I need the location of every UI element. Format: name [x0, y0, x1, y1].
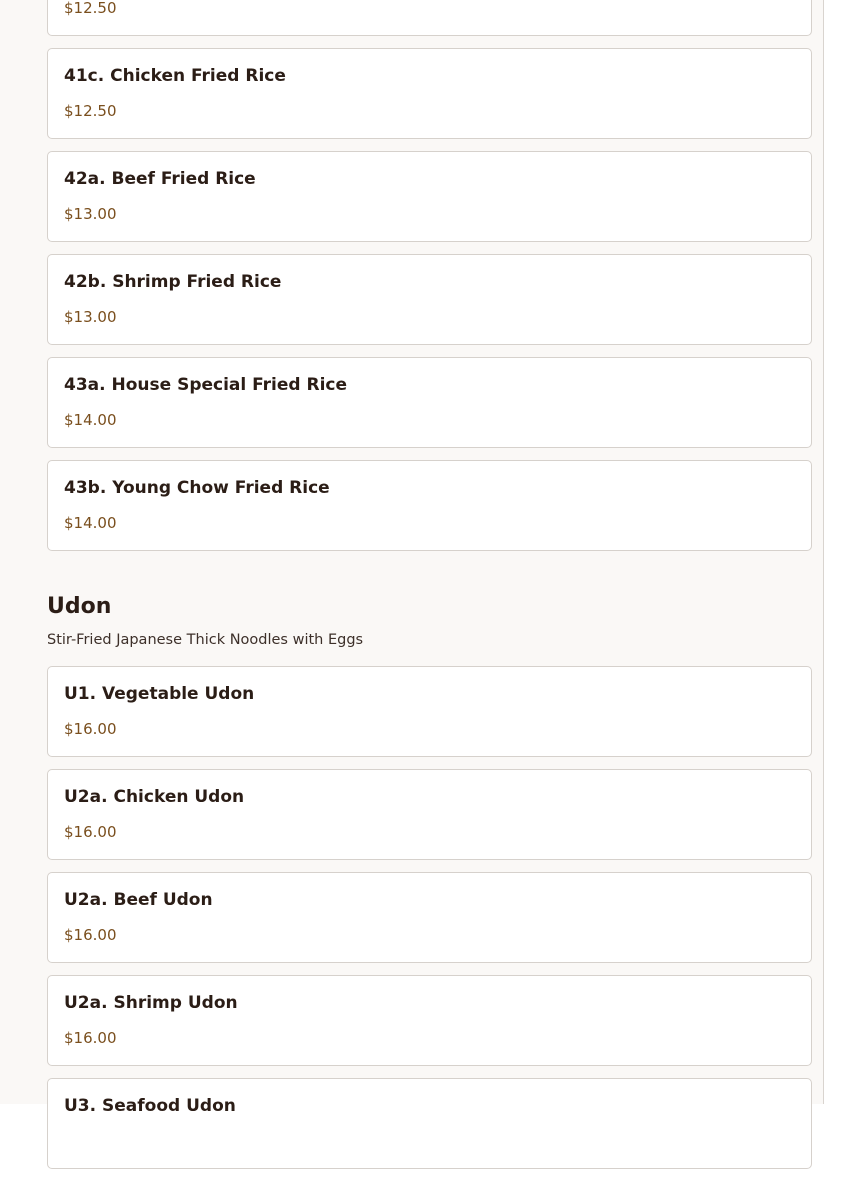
- menu-item-name: U2a. Shrimp Udon: [64, 993, 238, 1013]
- menu-item-name: 43a. House Special Fried Rice: [64, 375, 348, 395]
- menu-content: [47, 0, 812, 1181]
- menu-item-price: $16.00: [64, 823, 117, 841]
- section-description: Stir-Fried Japanese Thick Noodles with Eggs: [47, 632, 364, 648]
- menu-item-name: 42a. Beef Fried Rice: [64, 169, 256, 189]
- menu-item-price: $16.00: [64, 926, 117, 944]
- menu-item-name: U2a. Chicken Udon: [64, 787, 245, 807]
- menu-item-card[interactable]: [47, 460, 812, 551]
- menu-item-card[interactable]: [47, 769, 812, 860]
- menu-item-name: U2a. Beef Udon: [64, 890, 213, 910]
- menu-item-name: 43b. Young Chow Fried Rice: [64, 478, 330, 498]
- menu-item-card[interactable]: [47, 48, 812, 139]
- menu-item-price: $13.00: [64, 205, 117, 223]
- menu-item-name: U1. Vegetable Udon: [64, 684, 255, 704]
- menu-item-name: 42b. Shrimp Fried Rice: [64, 272, 282, 292]
- menu-item-price: $14.00: [64, 411, 117, 429]
- menu-item-card[interactable]: [47, 357, 812, 448]
- menu-item-card[interactable]: [47, 666, 812, 757]
- menu-item-name: 41c. Chicken Fried Rice: [64, 66, 286, 86]
- menu-item-name: U3. Seafood Udon: [64, 1096, 236, 1116]
- menu-item-price: $13.00: [64, 308, 117, 326]
- menu-item-price: $12.50: [64, 0, 117, 17]
- menu-item-card[interactable]: [47, 0, 812, 36]
- menu-item-card[interactable]: [47, 254, 812, 345]
- menu-item-card[interactable]: [47, 151, 812, 242]
- menu-item-price: $16.00: [64, 720, 117, 738]
- section-title: Udon: [47, 594, 112, 619]
- menu-item-price: $14.00: [64, 514, 117, 532]
- menu-item-card[interactable]: [47, 872, 812, 963]
- menu-item-price: $12.50: [64, 102, 117, 120]
- udon-section-header: [47, 563, 812, 666]
- menu-item-card[interactable]: [47, 975, 812, 1066]
- menu-item-price: $16.00: [64, 1029, 117, 1047]
- menu-item-card[interactable]: [47, 1078, 812, 1169]
